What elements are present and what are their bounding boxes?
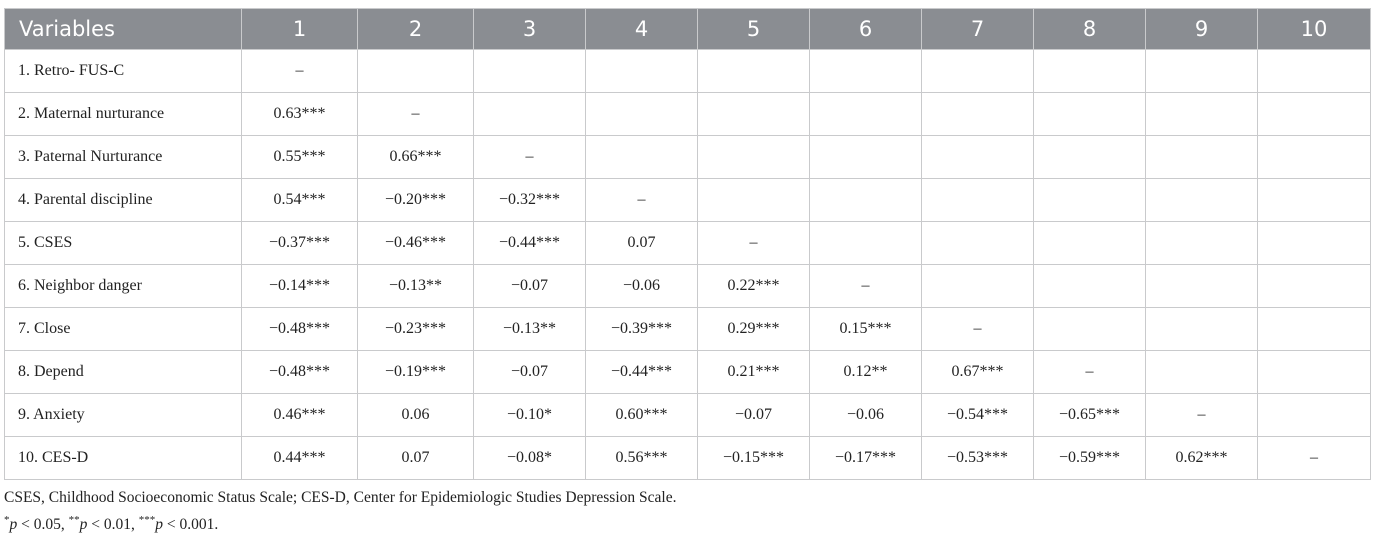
correlation-cell [1034, 136, 1146, 179]
correlation-cell: – [1258, 437, 1371, 480]
correlation-cell [1034, 93, 1146, 136]
footnote-abbreviations: CSES, Childhood Socioeconomic Status Scale; CES-D, Center for Epidemiologic Studies Depression Scale. [4, 489, 677, 506]
correlation-cell [698, 50, 810, 93]
correlation-table-container [4, 8, 1370, 480]
column-header-7: 7 [922, 9, 1034, 50]
row-variable-label: 5. CSES [5, 222, 242, 265]
correlation-cell: 0.62*** [1146, 437, 1258, 480]
row-variable-label: 4. Parental discipline [5, 179, 242, 222]
footnote-significance [4, 509, 676, 536]
correlation-cell [698, 179, 810, 222]
correlation-cell [922, 93, 1034, 136]
correlation-cell [1258, 308, 1371, 351]
correlation-cell: −0.13** [474, 308, 586, 351]
table-row [5, 437, 1371, 480]
correlation-cell: −0.44*** [586, 351, 698, 394]
correlation-cell [1258, 222, 1371, 265]
correlation-cell [1258, 179, 1371, 222]
table-footnotes [4, 486, 676, 536]
correlation-cell [810, 50, 922, 93]
correlation-cell [810, 93, 922, 136]
correlation-cell: 0.54*** [242, 179, 358, 222]
correlation-cell [1258, 50, 1371, 93]
correlation-cell: −0.32*** [474, 179, 586, 222]
column-header-1: 1 [242, 9, 358, 50]
correlation-cell: −0.14*** [242, 265, 358, 308]
row-variable-label: 8. Depend [5, 351, 242, 394]
correlation-cell [474, 93, 586, 136]
column-header-6: 6 [810, 9, 922, 50]
correlation-cell: −0.23*** [358, 308, 474, 351]
correlation-cell [1258, 136, 1371, 179]
correlation-cell: −0.06 [810, 394, 922, 437]
column-header-2: 2 [358, 9, 474, 50]
correlation-cell: 0.63*** [242, 93, 358, 136]
table-body [5, 50, 1371, 480]
correlation-cell [810, 179, 922, 222]
table-row [5, 394, 1371, 437]
correlation-cell: 0.12** [810, 351, 922, 394]
correlation-cell: 0.07 [586, 222, 698, 265]
correlation-cell [586, 50, 698, 93]
column-header-5: 5 [698, 9, 810, 50]
correlation-cell [1146, 265, 1258, 308]
correlation-cell: 0.66*** [358, 136, 474, 179]
correlation-cell: −0.20*** [358, 179, 474, 222]
p-value-symbol: p [79, 516, 88, 534]
correlation-cell [1034, 50, 1146, 93]
table-row [5, 136, 1371, 179]
column-header-4: 4 [586, 9, 698, 50]
correlation-cell [922, 222, 1034, 265]
correlation-cell [698, 93, 810, 136]
correlation-cell: −0.54*** [922, 394, 1034, 437]
correlation-cell: −0.19*** [358, 351, 474, 394]
correlation-cell: 0.07 [358, 437, 474, 480]
p-value-symbol: p [155, 516, 163, 534]
correlation-cell: – [922, 308, 1034, 351]
correlation-cell: −0.06 [586, 265, 698, 308]
correlation-cell: – [586, 179, 698, 222]
correlation-cell: – [474, 136, 586, 179]
correlation-cell [1034, 222, 1146, 265]
footnote-text-fragment: < 0.001. [163, 516, 219, 534]
correlation-cell [698, 136, 810, 179]
column-header-3: 3 [474, 9, 586, 50]
correlation-cell: −0.07 [474, 265, 586, 308]
correlation-cell [1258, 394, 1371, 437]
correlation-cell: −0.44*** [474, 222, 586, 265]
p-value-symbol: p [9, 516, 18, 534]
footnote-text-fragment: < 0.05, [17, 516, 69, 534]
correlation-cell [1034, 308, 1146, 351]
column-header-8: 8 [1034, 9, 1146, 50]
correlation-cell: 0.21*** [698, 351, 810, 394]
correlation-cell: 0.22*** [698, 265, 810, 308]
correlation-cell: −0.37*** [242, 222, 358, 265]
table-row [5, 93, 1371, 136]
correlation-cell: – [810, 265, 922, 308]
significance-asterisks: * [4, 514, 10, 526]
correlation-cell [1146, 308, 1258, 351]
table-header-row [5, 9, 1371, 50]
correlation-cell: −0.13** [358, 265, 474, 308]
correlation-cell: 0.60*** [586, 394, 698, 437]
footnote-text-fragment: < 0.01, [87, 516, 139, 534]
table-row [5, 179, 1371, 222]
correlation-cell [1146, 93, 1258, 136]
table-row [5, 222, 1371, 265]
correlation-cell: 0.44*** [242, 437, 358, 480]
correlation-cell [1146, 50, 1258, 93]
correlation-cell [586, 93, 698, 136]
correlation-cell [922, 179, 1034, 222]
row-variable-label: 2. Maternal nurturance [5, 93, 242, 136]
correlation-cell [1146, 351, 1258, 394]
correlation-cell: −0.10* [474, 394, 586, 437]
correlation-cell [1146, 136, 1258, 179]
correlation-cell [586, 136, 698, 179]
correlation-cell: – [1146, 394, 1258, 437]
correlation-cell: – [242, 50, 358, 93]
correlation-cell: −0.17*** [810, 437, 922, 480]
correlation-cell: 0.55*** [242, 136, 358, 179]
correlation-cell [1034, 265, 1146, 308]
correlation-table [4, 8, 1371, 480]
correlation-cell [810, 136, 922, 179]
correlation-cell: −0.15*** [698, 437, 810, 480]
table-row [5, 308, 1371, 351]
correlation-cell: 0.67*** [922, 351, 1034, 394]
correlation-cell: −0.53*** [922, 437, 1034, 480]
correlation-cell [1146, 222, 1258, 265]
column-header-9: 9 [1146, 9, 1258, 50]
row-variable-label: 10. CES-D [5, 437, 242, 480]
correlation-cell [1146, 179, 1258, 222]
correlation-cell: −0.07 [698, 394, 810, 437]
correlation-cell: 0.56*** [586, 437, 698, 480]
correlation-cell: −0.59*** [1034, 437, 1146, 480]
significance-asterisks: ** [68, 514, 80, 526]
correlation-cell: −0.48*** [242, 351, 358, 394]
correlation-cell: −0.08* [474, 437, 586, 480]
row-variable-label: 3. Paternal Nurturance [5, 136, 242, 179]
table-row [5, 50, 1371, 93]
correlation-cell [922, 136, 1034, 179]
correlation-cell [810, 222, 922, 265]
correlation-cell [922, 50, 1034, 93]
correlation-cell: – [698, 222, 810, 265]
correlation-cell: −0.07 [474, 351, 586, 394]
correlation-cell [1258, 93, 1371, 136]
column-header-variables: Variables [5, 9, 242, 50]
correlation-cell: 0.46*** [242, 394, 358, 437]
correlation-cell: 0.29*** [698, 308, 810, 351]
correlation-cell [474, 50, 586, 93]
correlation-cell [1034, 179, 1146, 222]
correlation-cell: – [1034, 351, 1146, 394]
table-row [5, 351, 1371, 394]
correlation-cell [922, 265, 1034, 308]
correlation-cell: – [358, 93, 474, 136]
row-variable-label: 6. Neighbor danger [5, 265, 242, 308]
correlation-cell: 0.15*** [810, 308, 922, 351]
correlation-cell: −0.48*** [242, 308, 358, 351]
row-variable-label: 7. Close [5, 308, 242, 351]
row-variable-label: 9. Anxiety [5, 394, 242, 437]
correlation-cell: −0.39*** [586, 308, 698, 351]
correlation-cell [1258, 265, 1371, 308]
row-variable-label: 1. Retro- FUS-C [5, 50, 242, 93]
table-row [5, 265, 1371, 308]
correlation-cell [1258, 351, 1371, 394]
correlation-cell: 0.06 [358, 394, 474, 437]
column-header-10: 10 [1258, 9, 1371, 50]
correlation-cell: −0.65*** [1034, 394, 1146, 437]
correlation-cell [358, 50, 474, 93]
correlation-cell: −0.46*** [358, 222, 474, 265]
significance-asterisks: *** [138, 514, 156, 526]
